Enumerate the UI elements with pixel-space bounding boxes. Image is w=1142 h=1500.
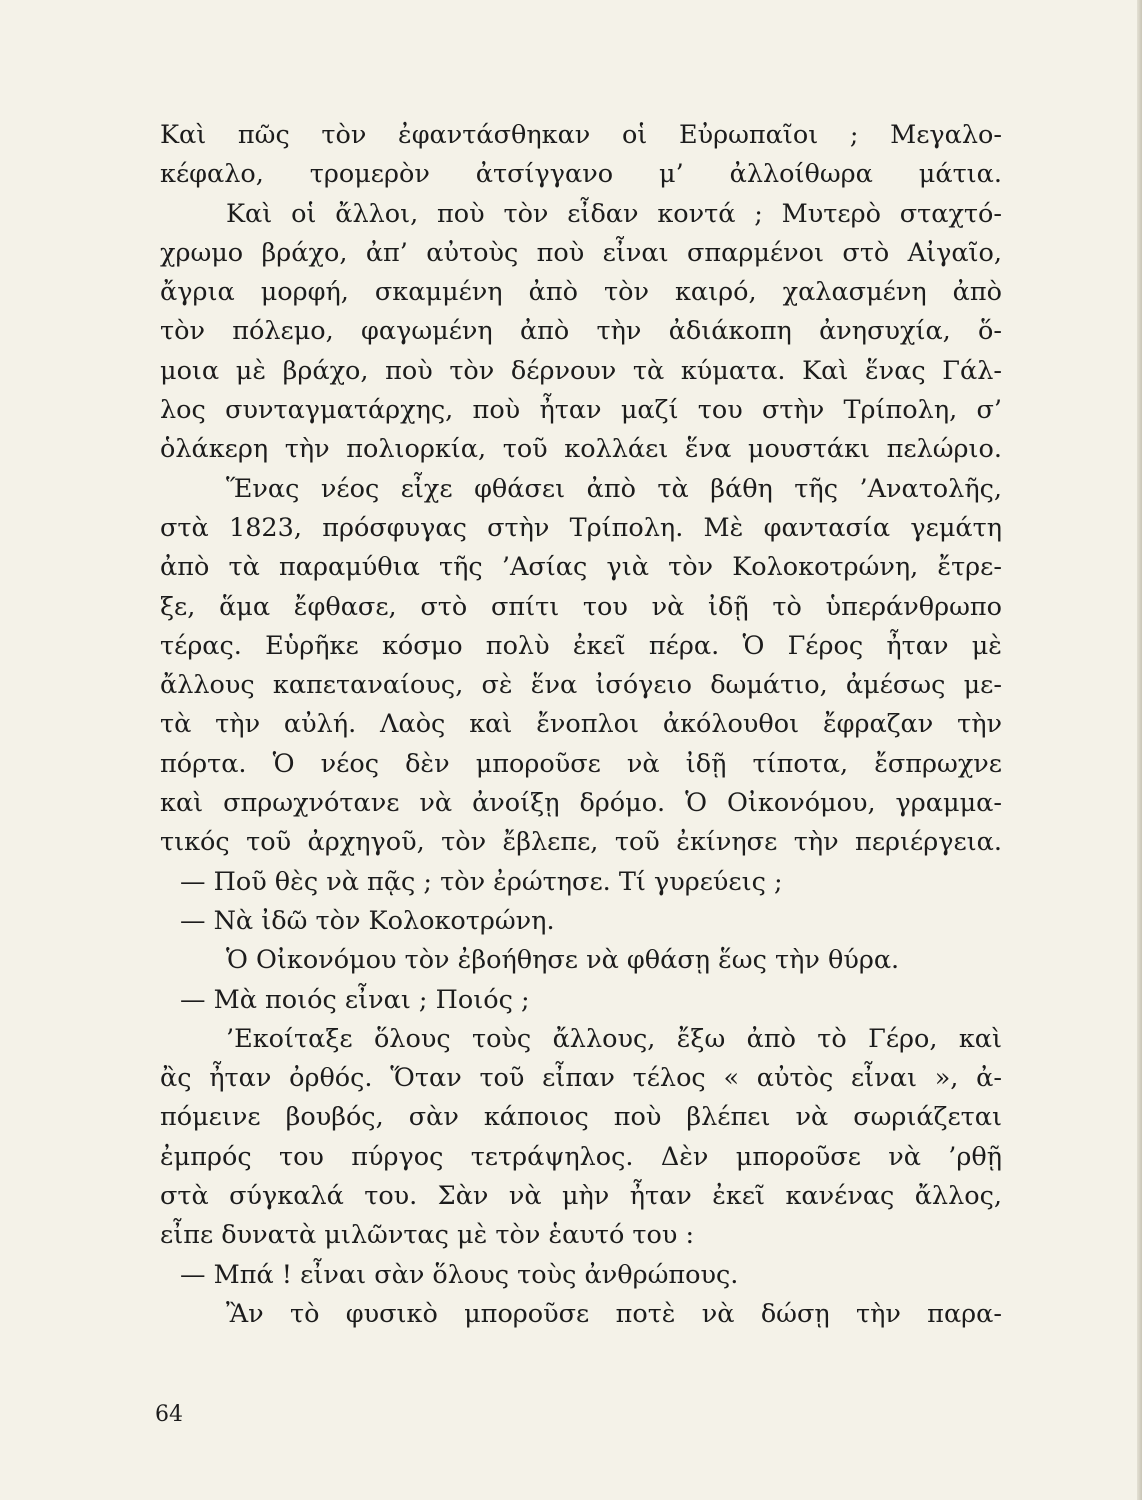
text-line: εἶπε δυνατὰ μιλῶντας μὲ τὸν ἑαυτό του : [160,1220,695,1251]
text-line: πόρτα. Ὁ νέος δὲν μποροῦσε νὰ ἰδῇ τίποτα, ἔσπρωχνε [160,748,1002,779]
dialogue-line: — Μπά ! εἶναι σὰν ὅλους τοὺς ἀνθρώπους. [180,1259,739,1290]
dialogue-line: — Ποῦ θὲς νὰ πᾷς ; τὸν ἐρώτησε. Τί γυρεύεις ; [180,866,783,897]
text-line: Ὁ Οἰκονόμου τὸν ἐβοήθησε νὰ φθάσῃ ἕως τὴν θύρα. [226,945,900,976]
text-line: ἐμπρός του πύργος τετράψηλος. Δὲν μποροῦσε νὰ ’ρθῇ [160,1141,1002,1172]
text-line: ’Εκοίταξε ὅλους τοὺς ἄλλους, ἔξω ἀπὸ τὸ Γέρο, καὶ [226,1023,1002,1054]
text-line: κέφαλο, τρομερὸν ἀτσίγγανο μ’ ἀλλοίθωρα μάτια. [160,159,1002,190]
text-line: Ἂν τὸ φυσικὸ μποροῦσε ποτὲ νὰ δώσῃ τὴν παρα- [226,1298,1002,1329]
text-line: στὰ 1823, πρόσφυγας στὴν Τρίπολη. Μὲ φαντασία γεμάτη [160,512,1002,543]
text-line: τὸν πόλεμο, φαγωμένη ἀπὸ τὴν ἀδιάκοπη ἀνησυχία, ὅ- [160,316,1002,347]
text-line: τὰ τὴν αὐλή. Λαὸς καὶ ἔνοπλοι ἀκόλουθοι ἔφραζαν τὴν [160,709,1002,740]
text-line: ὁλάκερη τὴν πολιορκία, τοῦ κολλάει ἕνα μουστάκι πελώριο. [160,434,1002,465]
text-line: ἄγρια μορφή, σκαμμένη ἀπὸ τὸν καιρό, χαλασμένη ἀπὸ [160,277,1002,308]
text-line: στὰ σύγκαλά του. Σὰν νὰ μὴν ἦταν ἐκεῖ κανένας ἄλλος, [160,1181,1002,1212]
text-line: λος συνταγματάρχης, ποὺ ἦταν μαζί του στὴν Τρίπολη, σ’ [160,395,1002,426]
text-line: ἄλλους καπεταναίους, σὲ ἕνα ἰσόγειο δωμάτιο, ἀμέσως με- [160,670,1002,701]
text-line: ξε, ἅμα ἔφθασε, στὸ σπίτι του νὰ ἰδῇ τὸ ὑπεράνθρωπο [160,591,1002,622]
text-line: ἀπὸ τὰ παραμύθια τῆς ’Ασίας γιὰ τὸν Κολοκοτρώνη, ἔτρε- [160,552,1002,583]
text-line: χρωμο βράχο, ἀπ’ αὐτοὺς ποὺ εἶναι σπαρμένοι στὸ Αἰγαῖο, [160,237,1002,268]
text-line: καὶ σπρωχνότανε νὰ ἀνοίξῃ δρόμο. Ὁ Οἰκονόμου, γραμμα- [160,788,1002,819]
body-text [160,116,1002,1334]
text-line: τικός τοῦ ἀρχηγοῦ, τὸν ἔβλεπε, τοῦ ἐκίνησε τὴν περιέργεια. [160,827,1002,858]
text-line: Ἕνας νέος εἶχε φθάσει ἀπὸ τὰ βάθη τῆς ’Ανατολῆς, [226,473,1002,504]
text-line: τέρας. Εὑρῆκε κόσμο πολὺ ἐκεῖ πέρα. Ὁ Γέρος ἦταν μὲ [160,630,1002,661]
text-line: μοια μὲ βράχο, ποὺ τὸν δέρνουν τὰ κύματα. Καὶ ἕνας Γάλ- [160,355,1002,386]
text-line: Καὶ πῶς τὸν ἐφαντάσθηκαν οἱ Εὐρωπαῖοι ; Μεγαλο- [160,120,1002,150]
dialogue-line: — Νὰ ἰδῶ τὸν Κολοκοτρώνη. [180,905,555,936]
dialogue-line: — Μὰ ποιός εἶναι ; Ποιός ; [180,984,530,1015]
page-number: 64 [155,1402,183,1427]
text-line: Καὶ οἱ ἄλλοι, ποὺ τὸν εἶδαν κοντά ; Μυτερὸ σταχτό- [226,198,1002,229]
text-line: πόμεινε βουβός, σὰν κάποιος ποὺ βλέπει νὰ σωριάζεται [160,1102,1002,1133]
text-line: ἂς ἦταν ὀρθός. Ὅταν τοῦ εἶπαν τέλος « αὐτὸς εἶναι », ἀ- [160,1063,1002,1094]
page-edge-shadow [1137,0,1142,1500]
